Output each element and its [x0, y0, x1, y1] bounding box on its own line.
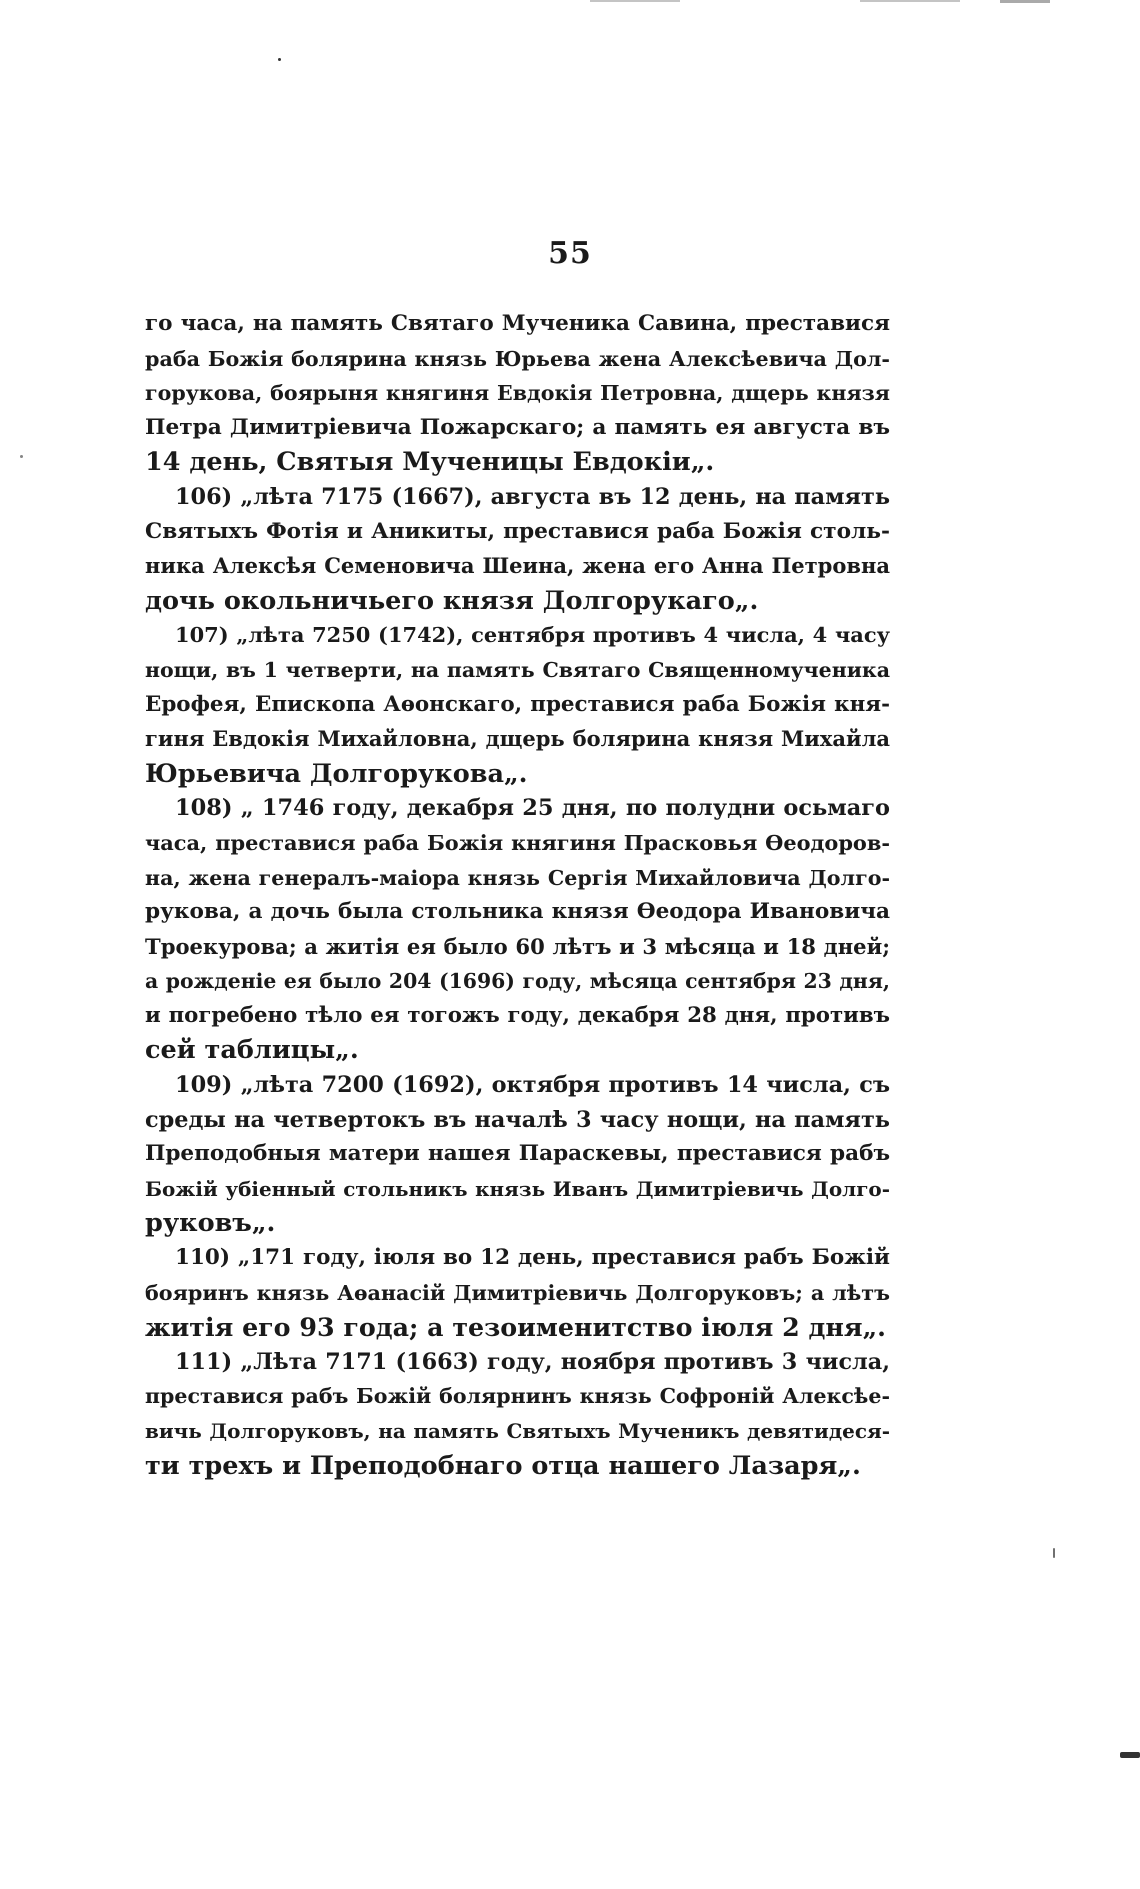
- text-line: 108) „ 1746 году, декабря 25 дня, по полудни осьмаго: [175, 795, 890, 822]
- body-text: [145, 307, 890, 1483]
- page-number: 55: [548, 236, 592, 271]
- scan-speck: [1053, 1548, 1055, 1558]
- text-line: Троекурова; а житія ея было 60 лѣтъ и 3 мѣсяца и 18 дней;: [145, 933, 890, 959]
- scan-artifact-top-2: [860, 0, 960, 2]
- text-line: горукова, боярыня княгиня Евдокія Петровна, дщерь князя: [145, 381, 890, 406]
- text-line: житія его 93 года; а тезоименитство іюля 2 дня„.: [145, 1312, 886, 1343]
- text-line: Преподобныя матери нашея Параскевы, преставися рабъ: [145, 1141, 890, 1167]
- text-line: преставися рабъ Божій болярнинъ князь Софроній Алексѣе-: [145, 1384, 890, 1409]
- text-line: среды на четвертокъ въ началѣ 3 часу нощи, на память: [145, 1106, 890, 1133]
- text-line: Святыхъ Фотія и Аникиты, преставися раба Божія столь-: [145, 518, 890, 544]
- scan-speck: [1120, 1752, 1140, 1758]
- text-line: часа, преставися раба Божія княгиня Прасковья Ѳеодоров-: [145, 829, 890, 855]
- text-line: руковъ„.: [145, 1208, 276, 1239]
- scan-artifact-top-3: [1000, 0, 1050, 3]
- text-line: Божій убіенный стольникъ князь Иванъ Димитріевичь Долго-: [145, 1176, 890, 1201]
- text-line: а рожденіе ея было 204 (1696) году, мѣсяца сентября 23 дня,: [145, 969, 890, 994]
- text-line: 107) „лѣта 7250 (1742), сентября противъ 4 числа, 4 часу: [175, 622, 890, 648]
- text-line: 110) „171 году, іюля во 12 день, преставися рабъ Божій: [175, 1245, 890, 1271]
- text-line: 14 день, Святыя Мученицы Евдокіи„.: [145, 447, 715, 478]
- scan-speck: [20, 455, 23, 458]
- text-line: ника Алексѣя Семеновича Шеина, жена его Анна Петровна: [145, 553, 890, 579]
- text-line: ти трехъ и Преподобнаго отца нашего Лазаря„.: [145, 1450, 861, 1481]
- text-line: гиня Евдокія Михайловна, дщерь болярина князя Михайла: [145, 726, 890, 752]
- text-line: дочь окольничьего князя Долгорукаго„.: [145, 585, 759, 616]
- text-line: нощи, въ 1 четверти, на память Святаго Священномученика: [145, 657, 890, 682]
- text-line: сей таблицы„.: [145, 1035, 359, 1066]
- text-line: раба Божія болярина князь Юрьева жена Алексѣевича Дол-: [145, 346, 890, 371]
- text-line: Юрьевича Долгорукова„.: [145, 758, 528, 789]
- text-line: бояринъ князь Аѳанасій Димитріевичь Долгоруковъ; а лѣтъ: [145, 1280, 890, 1305]
- text-line: и погребено тѣло ея тогожъ году, декабря 28 дня, противъ: [145, 1002, 890, 1028]
- text-line: 106) „лѣта 7175 (1667), августа въ 12 день, на память: [175, 483, 890, 510]
- text-line: 109) „лѣта 7200 (1692), октября противъ 14 числа, съ: [175, 1072, 890, 1099]
- scan-speck: [278, 58, 281, 61]
- text-line: рукова, а дочь была стольника князя Ѳеодора Ивановича: [145, 899, 890, 925]
- text-line: Ерофея, Епископа Аѳонскаго, преставися раба Божія кня-: [145, 691, 890, 717]
- text-line: вичь Долгоруковъ, на память Святыхъ Мученикъ девятидеся-: [145, 1419, 890, 1443]
- text-line: го часа, на память Святаго Мученика Савина, преставися: [145, 311, 890, 336]
- text-line: на, жена генералъ-маіора князь Сергія Михайловича Долго-: [145, 865, 890, 890]
- text-line: Петра Димитріевича Пожарскаго; а память ея августа въ: [145, 414, 890, 440]
- scan-artifact-top-1: [590, 0, 680, 2]
- text-line: 111) „Лѣта 7171 (1663) году, ноября противъ 3 числа,: [175, 1348, 890, 1375]
